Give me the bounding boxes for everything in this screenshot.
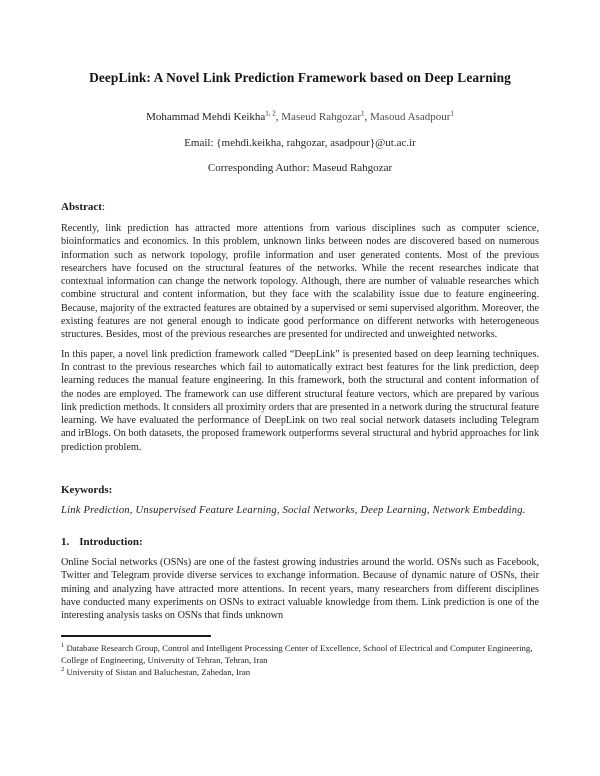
footnote-2-text: University of Sistan and Baluchestan, Zahedan, Iran [64,666,251,677]
author-3-affiliation-marker: 1 [450,109,454,118]
footnote-2-marker: 2 [61,666,65,674]
footnote-1 [61,642,539,666]
abstract-heading-word: Abstract [61,201,102,213]
author-1-name: Mohammad Mehdi Keikha [146,111,266,123]
footnote-1-marker: 1 [61,641,65,649]
footnote-2 [61,666,539,678]
abstract-paragraph-2: In this paper, a novel link prediction framework called “DeepLink” is presented based on deep learning techniques. In contrast to the previous researches which fail to automatically extract best features for the link prediction, deep learning reduces the manual feature engineering. In this framework, both the structural and content information of the nodes are employed. The framework can use different structural feature vectors, which are prepared by various link prediction methods. It considers all proximity orders that are presented in a network during the structural feature learning. We have evaluated the performance of DeepLink on two real social network datasets including Telegram and irBlogs. On both datasets, the proposed framework outperforms several structural and hybrid approaches for link prediction problem. [61,348,539,453]
introduction-heading [61,536,539,548]
author-3-name: Masoud Asadpour [370,111,451,123]
keywords-heading: Keywords: [61,484,113,497]
author-separator: , [364,111,371,123]
abstract-heading [61,201,539,213]
section-title: Introduction: [79,536,143,549]
footnote-separator-rule [61,635,211,637]
paper-title: DeepLink: A Novel Link Prediction Framework based on Deep Learning [89,70,511,85]
keywords-list: Link Prediction, Unsupervised Feature Learning, Social Networks, Deep Learning, Network Embedding. [61,505,526,517]
introduction-paragraph: Online Social networks (OSNs) are one of the fastest growing industries around the world. OSNs such as Facebook, Twitter and Telegram provide diverse services to exchange information. Because of dynamic nature of OSNs, their mining and analyzing have attracted more attentions. In recent years, many researchers from different disciplines have conducted many experiments on OSNs to extract valuable knowledge from them. Link prediction is one of the interesting analysis tasks on OSNs that finds unknown [61,557,539,622]
author-line [61,111,539,123]
author-1-affiliation-marker: 1, 2 [265,109,276,118]
footnotes-block [61,635,539,679]
author-2-affiliation-marker: 1 [361,109,365,118]
footnote-1-text: Database Research Group, Control and Intelligent Processing Center of Excellence, School of Electrical and Computer Engineering, College of Engineering, University of Tehran, Tehran, Iran [61,642,533,665]
email-line: Email: {mehdi.keikha, rahgozar, asadpour}@ut.ac.ir [184,137,416,149]
author-2-name: Maseud Rahgozar [281,111,362,123]
section-number: 1. [61,536,70,549]
corresponding-author-line: Corresponding Author: Maseud Rahgozar [207,162,393,174]
abstract-paragraph-1: Recently, link prediction has attracted more attentions from various disciplines such as computer science, bioinformatics and economics. In this problem, unknown links between nodes are discovered based on numerous information such as network topology, profile information and user generated contents. Most of the previous researchers have focused on the structural features of the networks. While the recent researches indicate that contextual information can change the network topology. Although, there are number of valuable researches which combine structural and content information, but they face with the scalability issue due to feature engineering. Because, majority of the extracted features are obtained by a supervised or semi supervised algorithm. Moreover, the existing features are not general enough to indicate good performance on different networks with heterogeneous structures. Besides, most of the previous researches are presented for undirected and unweighted networks. [61,223,539,341]
abstract-heading-colon: : [101,201,105,213]
author-separator: , [275,111,282,123]
